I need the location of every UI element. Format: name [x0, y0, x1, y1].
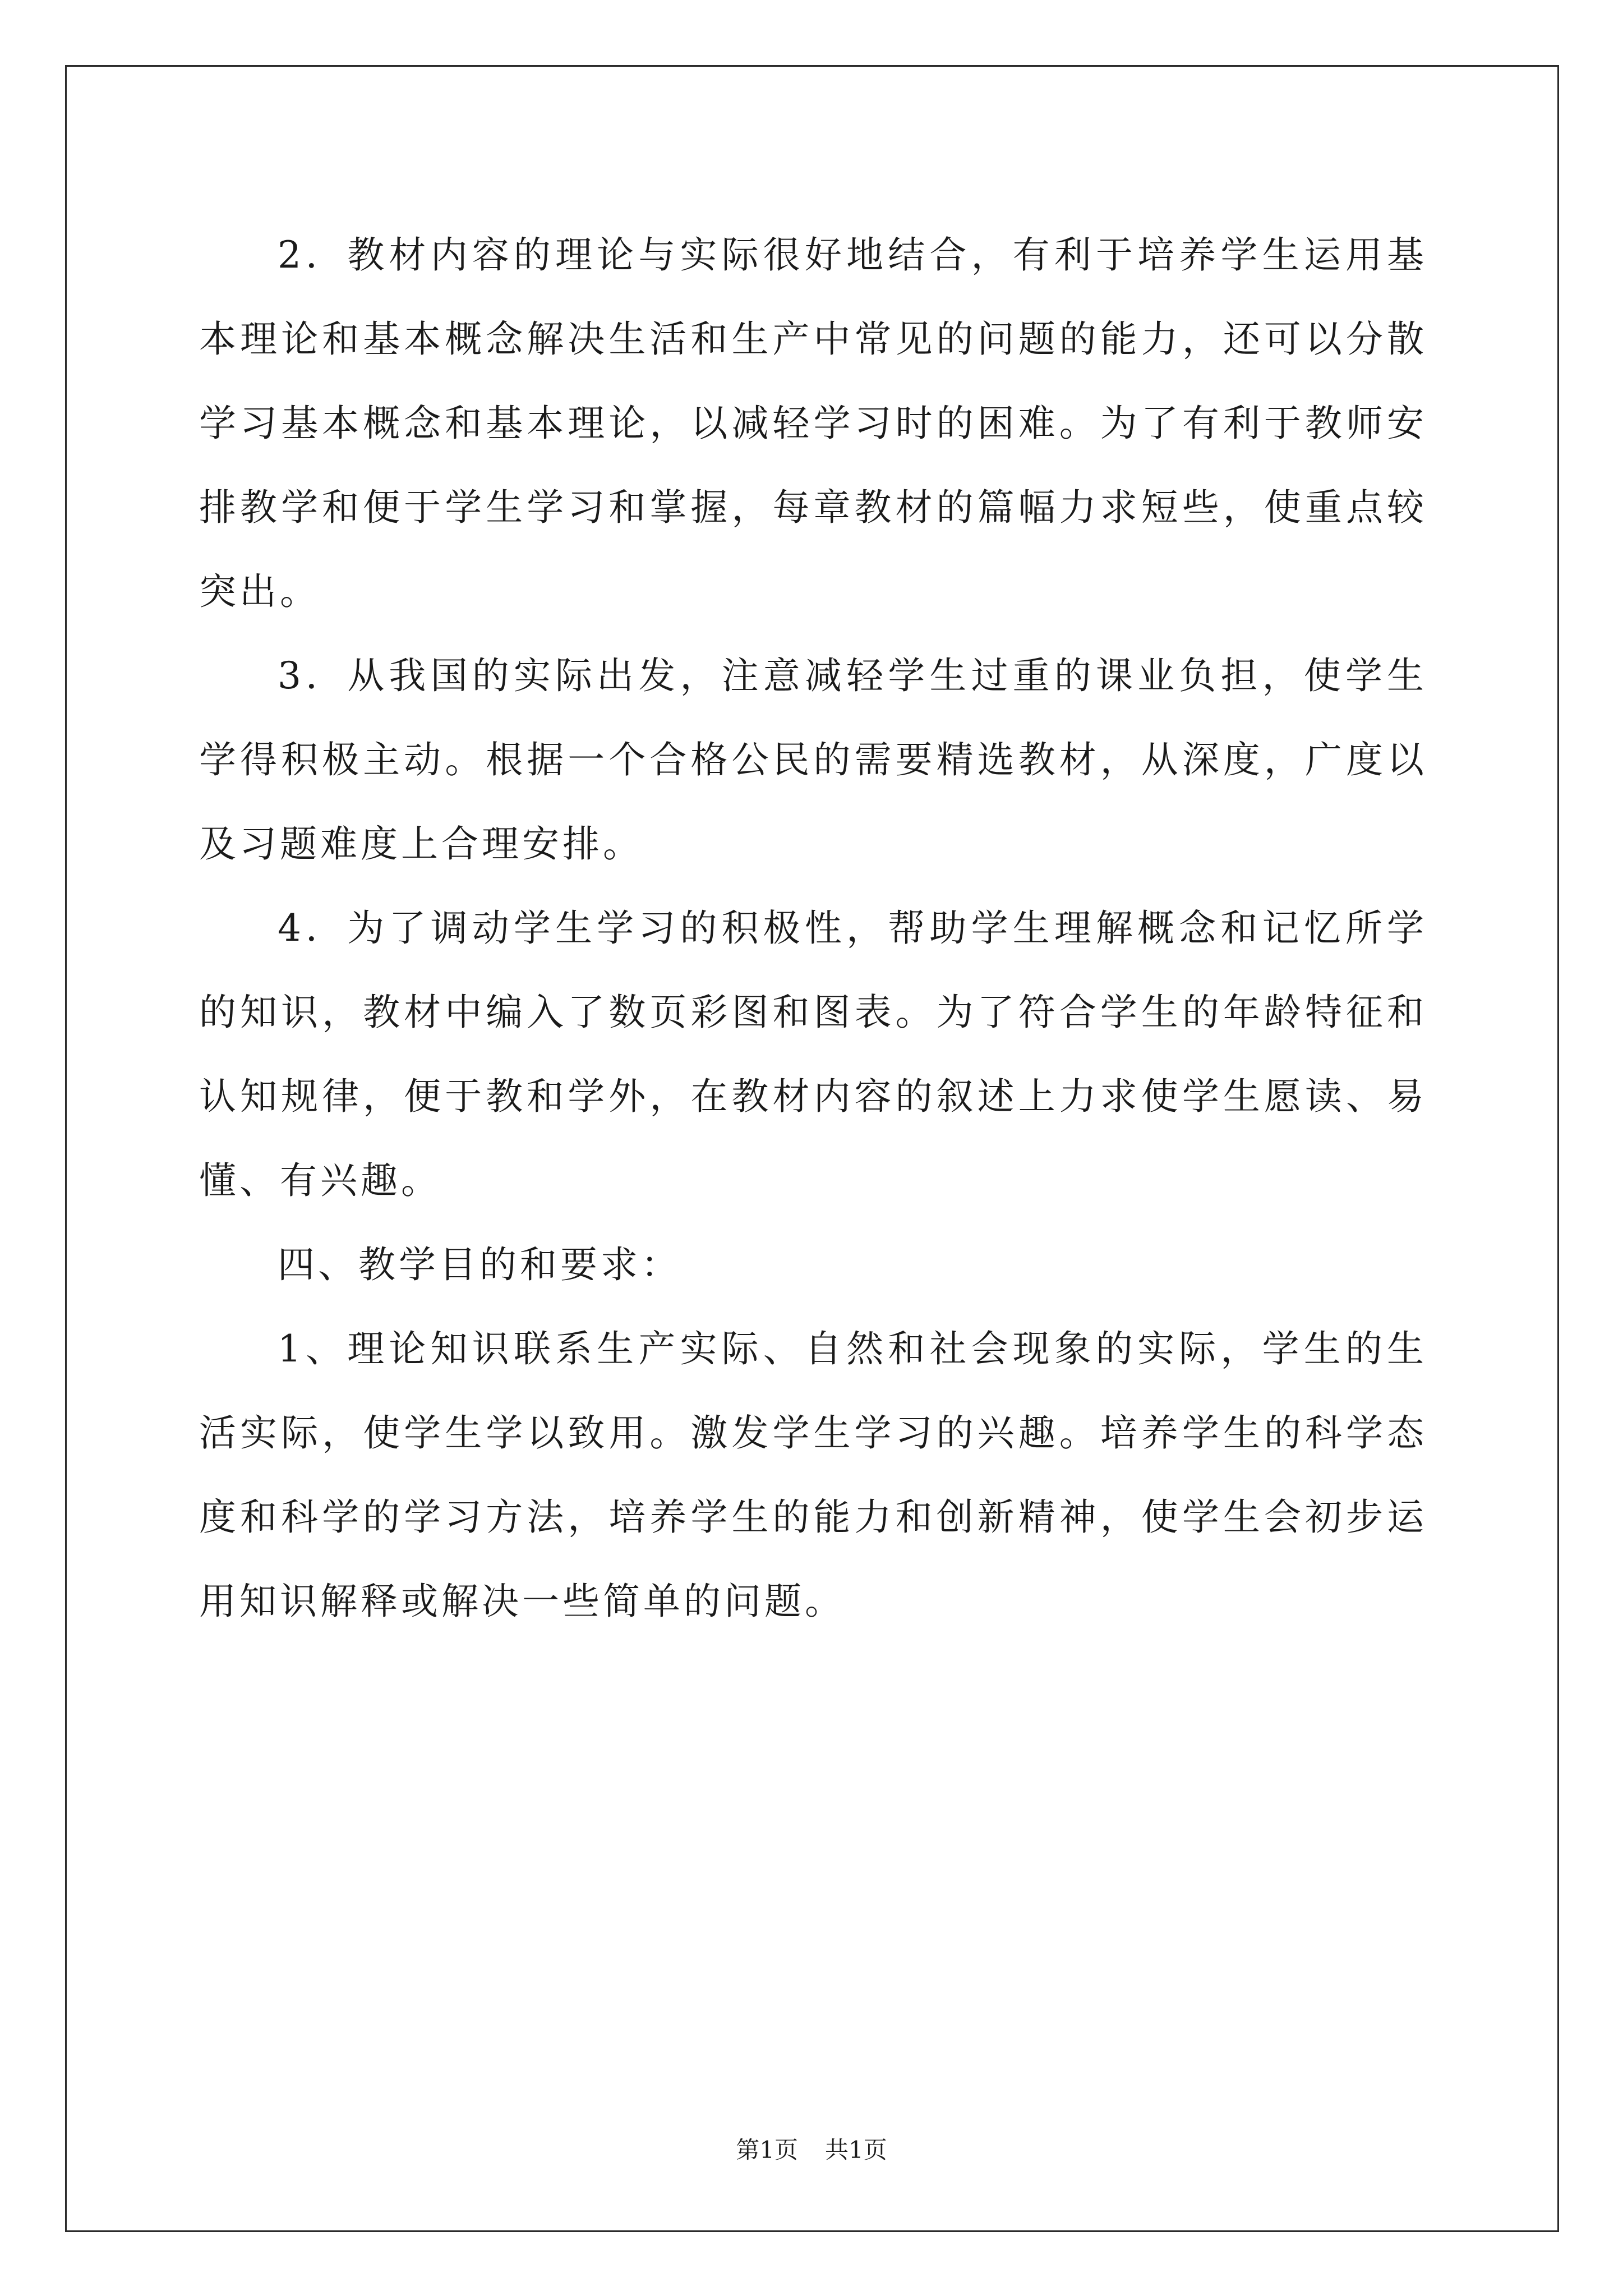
page-footer: [0, 2132, 1623, 2165]
paragraph-feature-2: 2．教材内容的理论与实际很好地结合，有利于培养学生运用基本理论和基本概念解决生活和生产中常见的问题的能力，还可以分散学习基本概念和基本理论，以减轻学习时的困难。为了有利于教师安排教学和便于学生学习和掌握，每章教材的篇幅力求短些，使重点较突出。: [199, 233, 1427, 613]
page-total: 共1页: [825, 2136, 887, 2164]
paragraph-feature-3: 3．从我国的实际出发，注意减轻学生过重的课业负担，使学生学得积极主动。根据一个合格公民的需要精选教材，从深度，广度以及习题难度上合理安排。: [199, 654, 1427, 866]
section-heading-goals: 四、教学目的和要求：: [278, 1243, 681, 1286]
paragraph-feature-4: 4．为了调动学生学习的积极性，帮助学生理解概念和记忆所学的知识，教材中编入了数页彩图和图表。为了符合学生的年龄特征和认知规律，便于教和学外，在教材内容的叙述上力求使学生愿读、易懂、有兴趣。: [199, 907, 1427, 1202]
paragraph-goal-1: 1、理论知识联系生产实际、自然和社会现象的实际，学生的生活实际，使学生学以致用。激发学生学习的兴趣。培养学生的科学态度和科学的学习方法，培养学生的能力和创新精神，使学生会初步运用知识解释或解决一些简单的问题。: [199, 1327, 1427, 1623]
document-body: [199, 213, 1427, 1644]
page-number: 第1页: [736, 2136, 798, 2164]
